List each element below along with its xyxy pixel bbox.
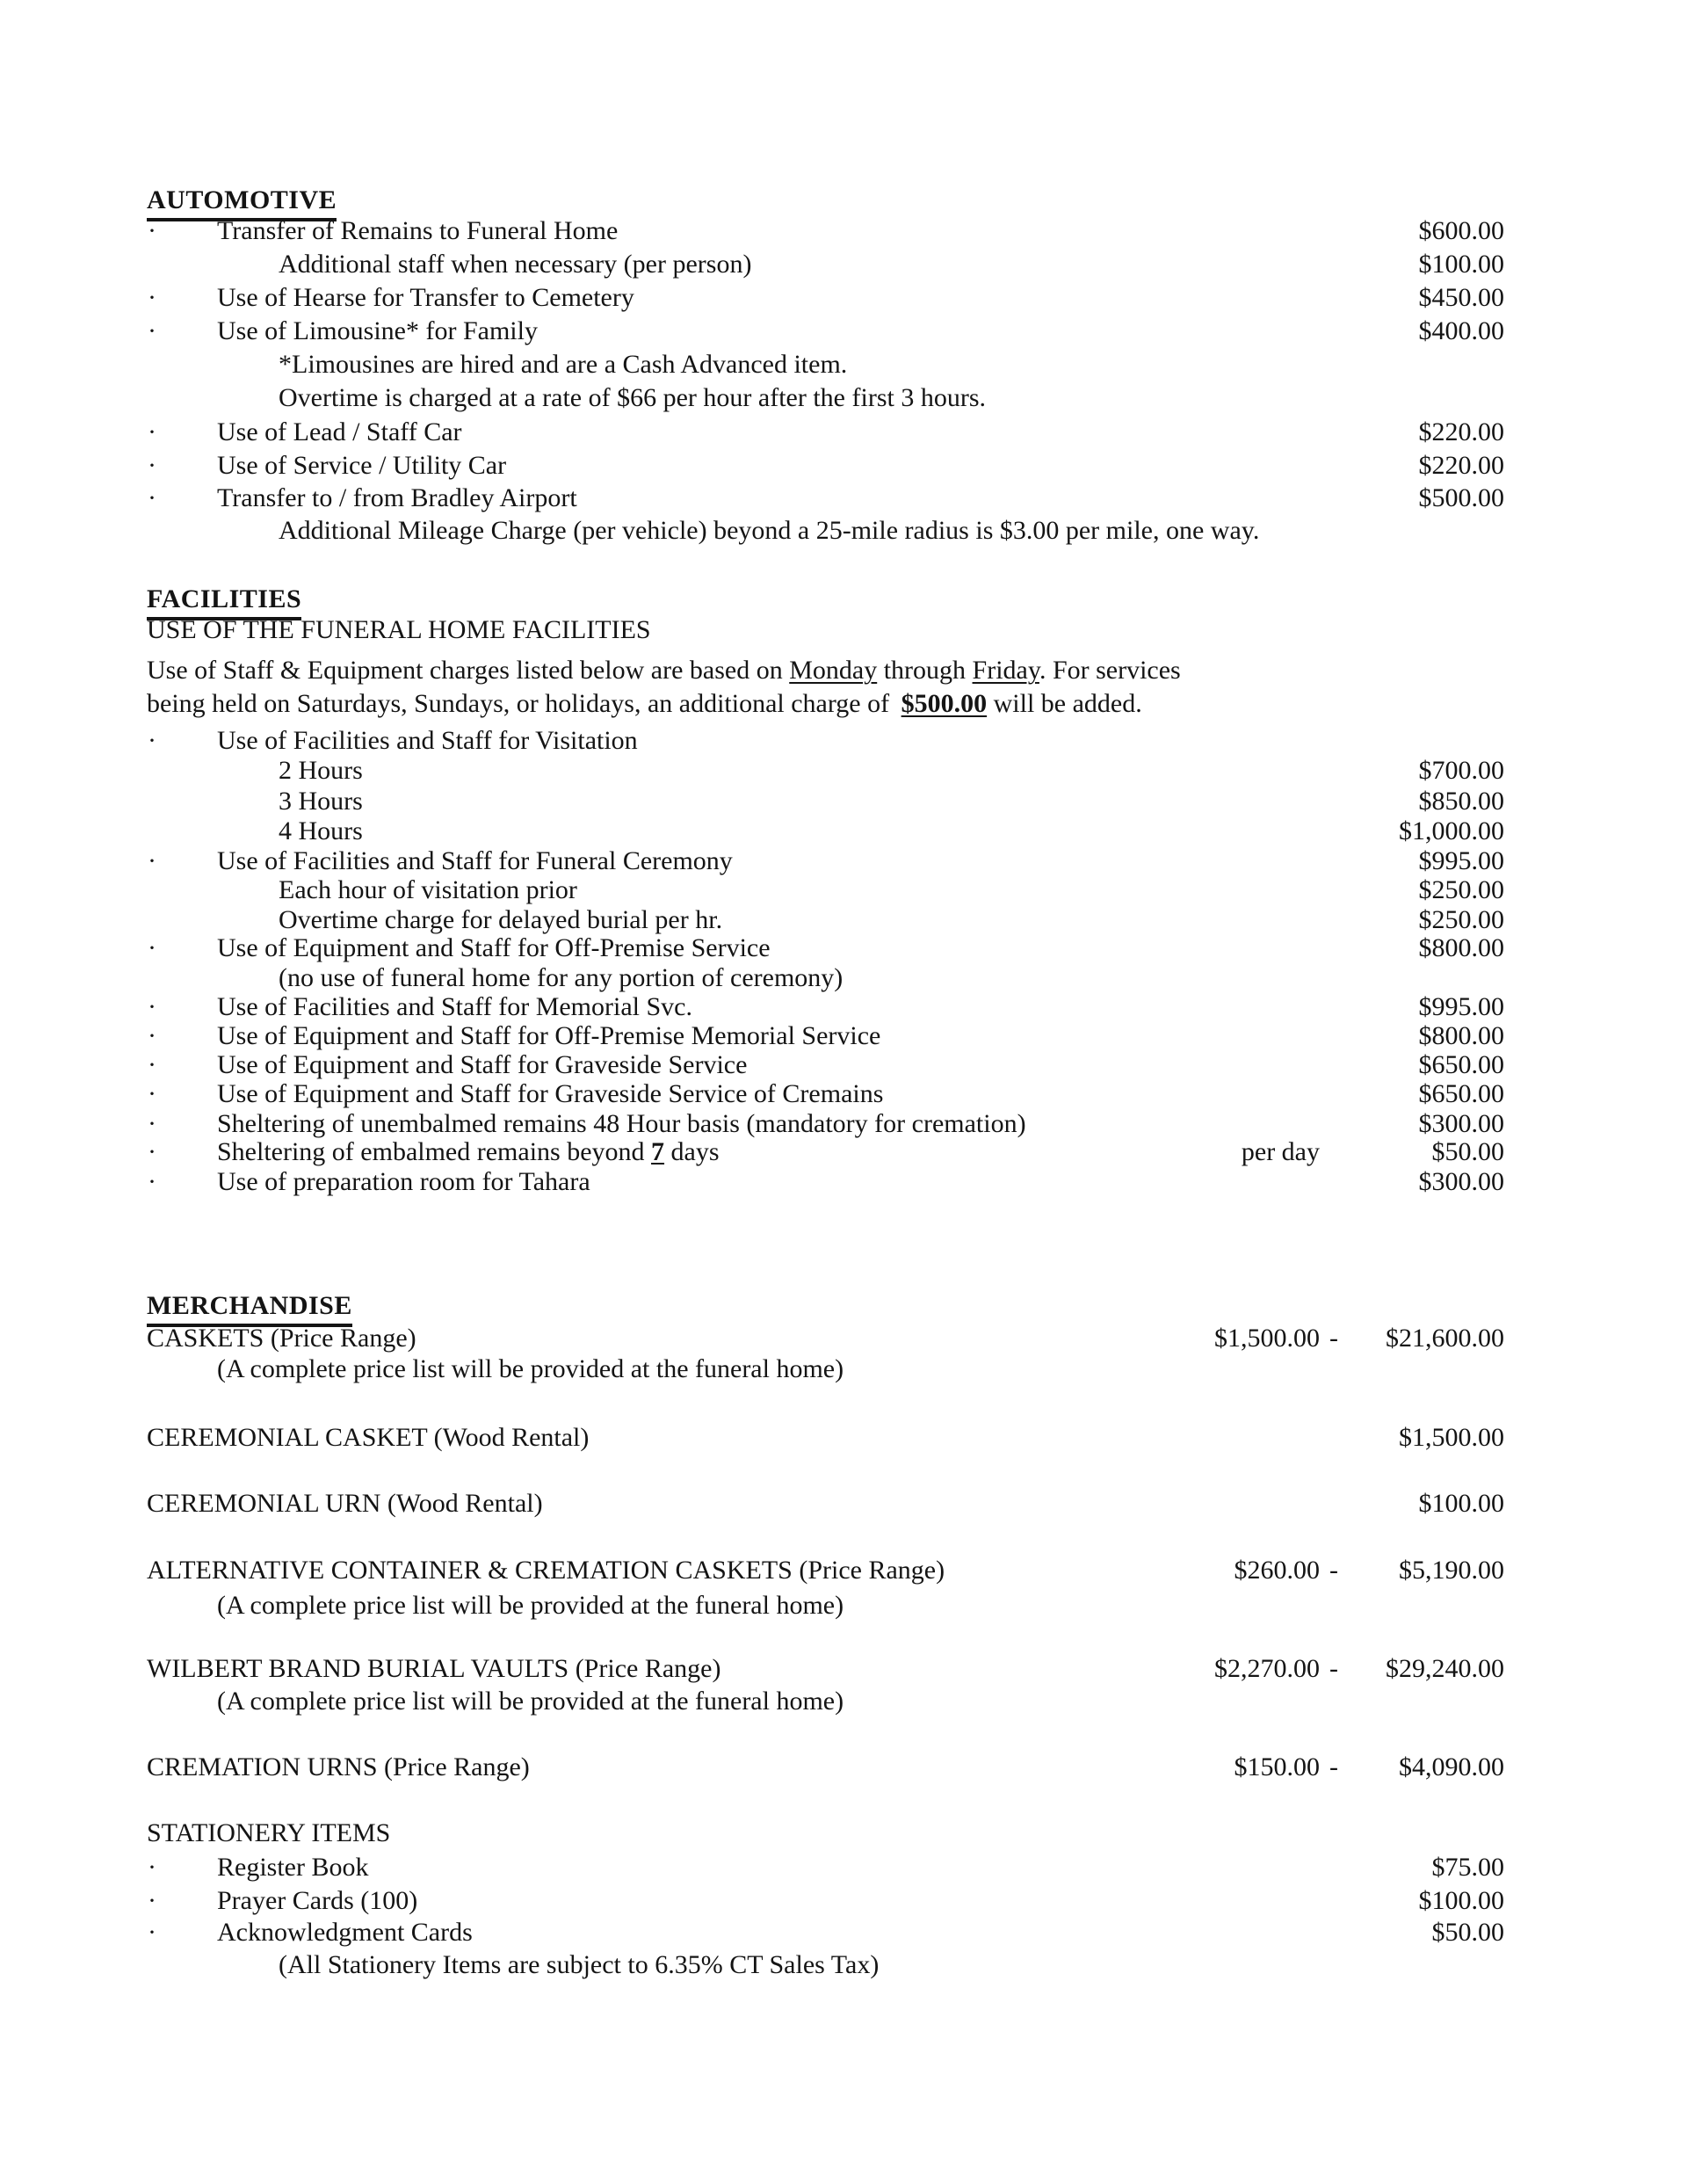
item-price: $400.00 [1418,316,1504,345]
item-label: 2 Hours [279,756,363,785]
price-range-dash: - [1329,1556,1338,1585]
price-list-row [0,1554,1687,1587]
item-label: CASKETS (Price Range) [147,1324,416,1353]
bullet-icon: · [148,1109,156,1138]
item-price: $1,000.00 [1399,816,1504,845]
item-price: $50.00 [1431,1137,1504,1166]
bullet-icon: · [148,1050,156,1079]
item-price: $800.00 [1418,1021,1504,1050]
intro-text [147,687,1142,721]
section-merchandise-heading-row [0,1289,1687,1323]
price-list-row [0,416,1687,449]
footnote-row [0,381,1687,415]
section-facilities-heading-row [0,583,1687,616]
item-price-low: $150.00 [1234,1752,1320,1781]
item-price: $800.00 [1418,933,1504,962]
section-automotive-heading-row [0,184,1687,217]
item-label: ALTERNATIVE CONTAINER & CREMATION CASKETS (Price Range) [147,1556,945,1585]
footnote-text: (A complete price list will be provided at the funeral home) [217,1354,844,1383]
bullet-icon: · [148,726,156,755]
item-label: Use of Facilities and Staff for Visitation [217,726,638,755]
item-label: CREMATION URNS (Price Range) [147,1752,530,1781]
intro-text-part: will be added. [987,689,1142,718]
bullet-icon: · [148,316,156,345]
footnote-text: (All Stationery Items are subject to 6.35% CT Sales Tax) [279,1950,880,1979]
intro-text-part: being held on Saturdays, Sundays, or holidays, an additional charge of [147,689,896,718]
intro-underlined-monday: Monday [789,656,878,685]
item-price: $650.00 [1418,1079,1504,1108]
item-price: $500.00 [1418,483,1504,512]
price-list-row [0,932,1687,965]
item-label: Use of Equipment and Staff for Off-Premise Service [217,933,771,962]
footnote-row [0,1353,1687,1386]
intro-text-part: . For services [1039,656,1181,685]
item-label-part: Sheltering of embalmed remains beyond [217,1137,652,1166]
price-range-dash: - [1329,1324,1338,1353]
item-label: 3 Hours [279,787,363,816]
item-price: $1,500.00 [1399,1423,1504,1452]
item-label: Use of Hearse for Transfer to Cemetery [217,283,634,312]
price-list-row [0,754,1687,787]
item-label: Use of Service / Utility Car [217,451,507,480]
item-label: Each hour of visitation prior [279,875,577,904]
item-label: Use of Equipment and Staff for Off-Premise Memorial Service [217,1021,881,1050]
footnote-row [0,514,1687,548]
bullet-icon: · [148,1918,156,1947]
section-heading: FACILITIES [147,583,301,620]
bullet-icon: · [148,1137,156,1166]
item-label-bold-seven: 7 [651,1137,665,1166]
item-label: 4 Hours [279,816,363,845]
item-label: Additional staff when necessary (per person) [279,250,752,279]
footnote-row [0,1589,1687,1622]
intro-text-part: through [877,656,973,685]
item-price: $995.00 [1418,846,1504,875]
price-list-row [0,1916,1687,1949]
price-list-row [0,315,1687,348]
bullet-icon: · [148,417,156,446]
price-list-row [0,1077,1687,1111]
item-price: $50.00 [1431,1918,1504,1947]
item-label: Transfer of Remains to Funeral Home [217,216,619,245]
intro-paragraph-line [0,654,1687,687]
item-price: $300.00 [1418,1109,1504,1138]
intro-underlined-friday: Friday [972,656,1039,685]
bullet-icon: · [148,1886,156,1915]
price-list-row [0,214,1687,248]
item-price-low: $2,270.00 [1214,1654,1320,1683]
item-price: $700.00 [1418,756,1504,785]
bullet-icon: · [148,1167,156,1196]
price-range-dash: - [1329,1752,1338,1781]
item-label: Use of Lead / Staff Car [217,417,462,446]
price-list-row [0,724,1687,758]
item-price: $100.00 [1418,1489,1504,1518]
footnote-text: *Limousines are hired and are a Cash Advanced item. [279,350,848,379]
price-list-row [0,1322,1687,1355]
bullet-icon: · [148,846,156,875]
item-label: Use of Limousine* for Family [217,316,538,345]
intro-text-part: Use of Staff & Equipment charges listed below are based on [147,656,790,685]
section-heading: MERCHANDISE [147,1289,352,1327]
item-price: $100.00 [1418,250,1504,279]
item-label-part: days [664,1137,720,1166]
price-list-row [0,1136,1687,1169]
footnote-row [0,1685,1687,1718]
item-price: $450.00 [1418,283,1504,312]
item-label: Use of preparation room for Tahara [217,1167,590,1196]
bullet-icon: · [148,1021,156,1050]
price-list-row [0,1487,1687,1520]
price-list-row [0,1652,1687,1686]
section-heading: AUTOMOTIVE [147,184,337,221]
price-list-row [0,449,1687,483]
price-list-row [0,815,1687,848]
price-list-row [0,1851,1687,1884]
bullet-icon: · [148,216,156,245]
item-unit-note: per day [1241,1137,1320,1166]
item-label: Sheltering of unembalmed remains 48 Hour basis (mandatory for cremation) [217,1109,1026,1138]
item-price-high: $5,190.00 [1399,1556,1504,1585]
item-price: $75.00 [1431,1853,1504,1882]
footnote-text: (A complete price list will be provided at the funeral home) [217,1687,844,1716]
price-list-row [0,281,1687,315]
item-label: WILBERT BRAND BURIAL VAULTS (Price Range) [147,1654,721,1683]
item-label: Transfer to / from Bradley Airport [217,483,577,512]
section-subheading: USE OF THE FUNERAL HOME FACILITIES [147,615,651,644]
item-price: $250.00 [1418,905,1504,934]
item-price-low: $1,500.00 [1214,1324,1320,1353]
price-list-row [0,482,1687,515]
item-price: $250.00 [1418,875,1504,904]
footnote-text: (A complete price list will be provided at the funeral home) [217,1591,844,1620]
item-price: $650.00 [1418,1050,1504,1079]
item-price-high: $4,090.00 [1399,1752,1504,1781]
price-list-row [0,785,1687,818]
section-subheading-row [0,613,1687,647]
bullet-icon: · [148,283,156,312]
item-price: $850.00 [1418,787,1504,816]
subsection-heading: STATIONERY ITEMS [147,1818,391,1847]
bullet-icon: · [148,1853,156,1882]
item-label: Register Book [217,1853,369,1882]
item-label: Use of Facilities and Staff for Funeral Ceremony [217,846,733,875]
price-range-dash: - [1329,1654,1338,1683]
item-price: $100.00 [1418,1886,1504,1915]
intro-text [147,654,1181,687]
bullet-icon: · [148,1079,156,1108]
price-list-row [0,1421,1687,1455]
bullet-icon: · [148,451,156,480]
item-price-high: $21,600.00 [1386,1324,1504,1353]
footnote-text: Overtime is charged at a rate of $66 per hour after the first 3 hours. [279,383,986,412]
price-list-row [0,248,1687,281]
item-label: Use of Equipment and Staff for Graveside Service of Cremains [217,1079,884,1108]
item-price-high: $29,240.00 [1386,1654,1504,1683]
item-label: CEREMONIAL CASKET (Wood Rental) [147,1423,590,1452]
item-label: Use of Equipment and Staff for Graveside Service [217,1050,748,1079]
intro-paragraph-line [0,687,1687,721]
item-label: Prayer Cards (100) [217,1886,418,1915]
subsection-heading-row [0,1817,1687,1850]
bullet-icon: · [148,933,156,962]
price-list-row [0,874,1687,907]
item-label: Use of Facilities and Staff for Memorial Svc. [217,992,692,1021]
price-list-row [0,1884,1687,1918]
footnote-row [0,1948,1687,1982]
footnote-text: Additional Mileage Charge (per vehicle) beyond a 25-mile radius is $3.00 per mile, one way. [279,516,1260,545]
item-price: $220.00 [1418,451,1504,480]
bullet-icon: · [148,992,156,1021]
item-price: $300.00 [1418,1167,1504,1196]
item-price: $995.00 [1418,992,1504,1021]
intro-surcharge-amount: $500.00 [901,689,988,718]
item-label: CEREMONIAL URN (Wood Rental) [147,1489,543,1518]
item-label [217,1136,720,1169]
bullet-icon: · [148,483,156,512]
price-list-row [0,1165,1687,1199]
item-price: $600.00 [1418,216,1504,245]
footnote-text: (no use of funeral home for any portion of ceremony) [279,963,844,992]
item-price: $220.00 [1418,417,1504,446]
item-label: Acknowledgment Cards [217,1918,473,1947]
price-list-row [0,1751,1687,1784]
footnote-row [0,348,1687,381]
item-price-low: $260.00 [1234,1556,1320,1585]
item-label: Overtime charge for delayed burial per hr. [279,905,723,934]
